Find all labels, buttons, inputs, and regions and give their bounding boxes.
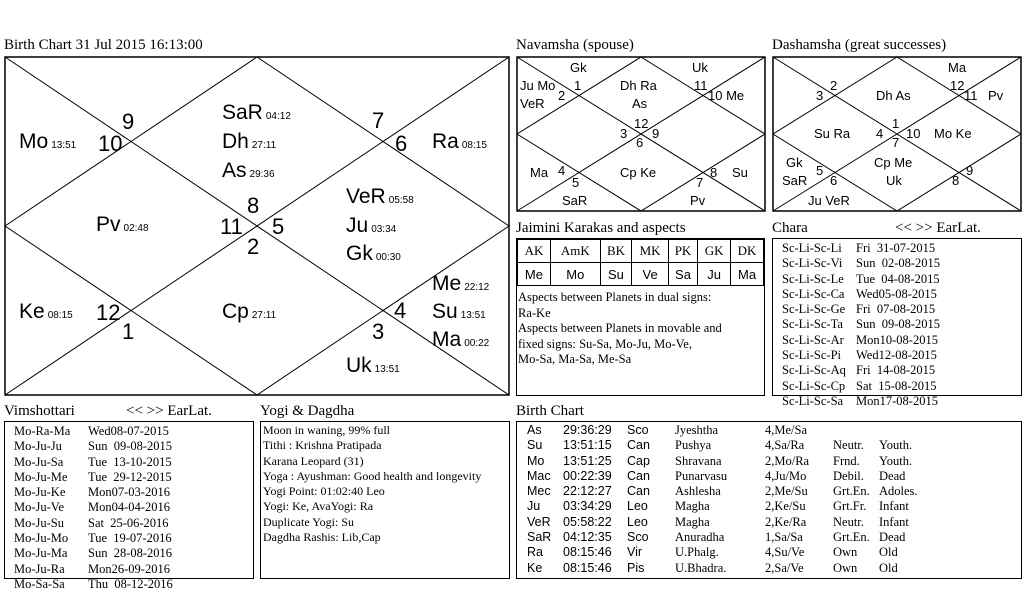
svg-text:8: 8 bbox=[710, 165, 718, 180]
list-item bbox=[782, 302, 1021, 317]
house-number: 2 bbox=[247, 234, 260, 259]
period-date: Mon10-08-2015 bbox=[856, 332, 938, 347]
table-cell: Neutr. bbox=[833, 438, 864, 453]
period-label: Sc-Li-Sc-Cp bbox=[782, 378, 846, 393]
karaka-header: PK bbox=[668, 240, 697, 263]
period-date: Sun 02-08-2015 bbox=[856, 256, 941, 271]
jaimini-panel bbox=[516, 238, 765, 396]
table-cell bbox=[833, 423, 879, 438]
svg-text:SaR: SaR bbox=[562, 193, 588, 208]
period-label: Sc-Li-Sc-Sa bbox=[782, 393, 844, 408]
svg-text:Cp Me: Cp Me bbox=[874, 155, 913, 170]
yogi-line: Tithi : Krishna Pratipada bbox=[263, 438, 382, 453]
table-cell: Ra bbox=[527, 545, 543, 560]
table-cell: 22:12:27 bbox=[563, 484, 612, 499]
list-item bbox=[782, 394, 1021, 409]
svg-text:VeR: VeR bbox=[520, 96, 545, 111]
karaka-value: Ma bbox=[731, 263, 764, 286]
table-cell: Frnd. bbox=[833, 453, 860, 468]
svg-text:Gk: Gk bbox=[786, 155, 803, 170]
table-cell: Ashlesha bbox=[675, 484, 721, 499]
period-label: Mo-Ju-Ra bbox=[14, 561, 65, 576]
karaka-header: DK bbox=[731, 240, 764, 263]
svg-text:7: 7 bbox=[892, 135, 900, 150]
table-row bbox=[527, 423, 925, 438]
svg-text:Su: Su bbox=[732, 165, 748, 180]
svg-text:Dh As: Dh As bbox=[876, 88, 911, 103]
table-cell: Can bbox=[627, 484, 650, 499]
svg-text:Ma: Ma bbox=[948, 60, 967, 75]
karaka-header: BK bbox=[600, 240, 632, 263]
table-cell: Pis bbox=[627, 560, 645, 575]
list-item bbox=[782, 363, 1021, 378]
svg-text:VeR05:58: VeR 05:58 bbox=[346, 185, 414, 208]
house-number: 6 bbox=[395, 131, 408, 156]
yogi-line: Moon in waning, 99% full bbox=[263, 423, 390, 437]
yogi-line: Duplicate Yogi: Su bbox=[263, 514, 355, 529]
list-item bbox=[14, 562, 253, 577]
table-cell: Grt.En. bbox=[833, 530, 870, 545]
navamsha-title: Navamsha (spouse) bbox=[516, 37, 634, 53]
list-item bbox=[14, 470, 253, 485]
list-item bbox=[14, 516, 253, 531]
svg-text:Ra08:15: Ra 08:15 bbox=[432, 130, 487, 153]
period-label: Mo-Ju-Sa bbox=[14, 454, 64, 469]
navamsha-label bbox=[520, 60, 748, 208]
svg-text:As: As bbox=[632, 96, 648, 111]
period-date: Mon07-03-2016 bbox=[88, 485, 170, 500]
birth-chart-title: Birth Chart 31 Jul 2015 16:13:00 bbox=[4, 37, 203, 53]
table-cell: Vir bbox=[627, 545, 643, 560]
karaka-value: Me bbox=[518, 263, 551, 286]
period-label: Sc-Li-Sc-Ca bbox=[782, 286, 845, 301]
table-cell: Dead bbox=[879, 530, 906, 545]
table-cell: 1,Sa/Sa bbox=[765, 530, 803, 545]
table-cell: SaR bbox=[527, 530, 552, 545]
house-number: 7 bbox=[372, 108, 385, 133]
yogi-panel bbox=[260, 421, 510, 579]
period-date: Sun 28-08-2016 bbox=[88, 546, 173, 561]
table-cell: Magha bbox=[675, 499, 710, 514]
period-label: Sc-Li-Sc-Aq bbox=[782, 363, 846, 378]
svg-text:Ju03:34: Ju 03:34 bbox=[346, 214, 397, 237]
table-cell: 08:15:46 bbox=[563, 545, 612, 560]
yogi-line: Karana Leopard (31) bbox=[263, 453, 364, 468]
period-label: Mo-Ju-Ke bbox=[14, 485, 66, 500]
period-label: Sc-Li-Sc-Ta bbox=[782, 317, 843, 332]
table-cell: U.Bhadra. bbox=[675, 560, 727, 575]
table-cell: Ke bbox=[527, 560, 543, 575]
list-item bbox=[782, 272, 1021, 287]
house-number: 9 bbox=[122, 109, 135, 134]
table-cell: Own bbox=[833, 560, 858, 575]
table-cell: Old bbox=[879, 545, 898, 560]
table-cell: 2,Ke/Su bbox=[765, 499, 806, 514]
table-cell: Adoles. bbox=[879, 484, 918, 499]
period-label: Mo-Sa-Sa bbox=[14, 576, 65, 591]
table-cell: 29:36:29 bbox=[563, 423, 612, 437]
yogi-line: Yoga : Ayushman: Good health and longevity bbox=[263, 468, 482, 483]
karaka-table bbox=[517, 239, 764, 286]
period-date: Sat 25-06-2016 bbox=[88, 515, 169, 530]
list-item bbox=[14, 485, 253, 500]
period-label: Mo-Ju-Mo bbox=[14, 531, 69, 546]
svg-text:2: 2 bbox=[830, 78, 838, 93]
table-cell: Neutr. bbox=[833, 514, 864, 529]
svg-text:12: 12 bbox=[634, 116, 649, 131]
house-number: 4 bbox=[394, 298, 407, 323]
table-cell: Youth. bbox=[879, 453, 913, 468]
list-item bbox=[782, 256, 1021, 271]
period-date: Sun 09-08-2015 bbox=[88, 439, 173, 454]
table-row bbox=[527, 499, 925, 514]
table-cell: Youth. bbox=[879, 438, 913, 453]
svg-text:Ke08:15: Ke 08:15 bbox=[19, 300, 73, 323]
karaka-header: AK bbox=[518, 240, 551, 263]
table-cell: 13:51:15 bbox=[563, 438, 612, 453]
svg-text:4: 4 bbox=[876, 126, 884, 141]
yogi-line: Yogi: Ke, AvaYogi: Ra bbox=[263, 499, 374, 514]
table-row bbox=[527, 545, 925, 560]
table-cell: Grt.Fr. bbox=[833, 499, 867, 514]
svg-text:9: 9 bbox=[652, 126, 660, 141]
table-cell: Dead bbox=[879, 468, 906, 483]
period-date: Wed05-08-2015 bbox=[856, 286, 937, 301]
karaka-header: AmK bbox=[550, 240, 600, 263]
svg-text:Mo13:51: Mo 13:51 bbox=[19, 130, 77, 153]
svg-text:6: 6 bbox=[830, 173, 838, 188]
table-cell: VeR bbox=[527, 514, 551, 529]
vimshottari-title: Vimshottari bbox=[4, 403, 75, 419]
table-cell: As bbox=[527, 423, 542, 437]
table-cell: Ju bbox=[527, 499, 541, 514]
svg-text:Gk: Gk bbox=[570, 60, 587, 75]
list-item bbox=[782, 287, 1021, 302]
svg-text:7: 7 bbox=[696, 175, 704, 190]
table-cell: Pushya bbox=[675, 438, 712, 453]
period-label: Sc-Li-Sc-Pi bbox=[782, 348, 842, 363]
table-cell: 2,Mo/Ra bbox=[765, 453, 810, 468]
svg-text:Gk00:30: Gk 00:30 bbox=[346, 242, 401, 265]
table-cell: 4,Me/Sa bbox=[765, 423, 808, 437]
table-cell: 2,Me/Su bbox=[765, 484, 808, 499]
table-cell: U.Phalg. bbox=[675, 545, 719, 560]
list-item bbox=[782, 348, 1021, 363]
aspects-movable: Mo-Sa, Ma-Sa, Me-Sa bbox=[518, 352, 632, 366]
chara-title: Chara bbox=[772, 220, 808, 236]
karaka-value: Ve bbox=[632, 263, 669, 286]
svg-text:Mo Ke: Mo Ke bbox=[934, 126, 972, 141]
table-cell: Own bbox=[833, 545, 858, 560]
svg-text:3: 3 bbox=[620, 126, 628, 141]
table-cell: Old bbox=[879, 560, 898, 575]
svg-text:Ju VeR: Ju VeR bbox=[808, 193, 850, 208]
table-cell: Shravana bbox=[675, 453, 722, 468]
svg-text:9: 9 bbox=[966, 163, 974, 178]
period-label: Sc-Li-Sc-Li bbox=[782, 241, 842, 255]
table-cell: Sco bbox=[627, 530, 649, 545]
svg-text:5: 5 bbox=[816, 163, 824, 178]
svg-text:Uk: Uk bbox=[692, 60, 708, 75]
table-row bbox=[527, 515, 925, 530]
karaka-value: Sa bbox=[668, 263, 697, 286]
period-date: Tue 13-10-2015 bbox=[88, 454, 172, 469]
svg-text:10 Me: 10 Me bbox=[708, 88, 745, 103]
svg-text:Uk13:51: Uk 13:51 bbox=[346, 354, 400, 377]
period-date: Fri 31-07-2015 bbox=[856, 241, 936, 255]
svg-text:Cp27:11: Cp 27:11 bbox=[222, 300, 277, 323]
table-cell: Mec bbox=[527, 484, 551, 499]
svg-text:10: 10 bbox=[906, 126, 921, 141]
list-item bbox=[782, 379, 1021, 394]
chara-list bbox=[772, 238, 1022, 408]
aspects-movable-label: Aspects between Planets in movable and bbox=[518, 321, 722, 335]
table-cell: Sco bbox=[627, 423, 649, 437]
yogi-title: Yogi & Dagdha bbox=[260, 403, 355, 419]
period-label: Mo-Ra-Ma bbox=[14, 424, 71, 438]
period-date: Tue 04-08-2015 bbox=[856, 271, 940, 286]
table-cell: Can bbox=[627, 468, 650, 483]
svg-text:As29:36: As 29:36 bbox=[222, 159, 275, 182]
table-cell: 2,Ke/Ra bbox=[765, 514, 807, 529]
svg-text:Pv02:48: Pv 02:48 bbox=[96, 213, 149, 236]
list-item bbox=[14, 439, 253, 454]
yogi-line: Yogi Point: 01:02:40 Leo bbox=[263, 484, 385, 499]
svg-text:Dh Ra: Dh Ra bbox=[620, 78, 657, 93]
karaka-value: Su bbox=[600, 263, 632, 286]
table-row bbox=[527, 438, 925, 453]
karaka-value: Mo bbox=[550, 263, 600, 286]
table-cell: 13:51:25 bbox=[563, 453, 612, 468]
table-cell: Leo bbox=[627, 499, 648, 514]
svg-text:1: 1 bbox=[892, 116, 900, 131]
house-number: 11 bbox=[220, 214, 243, 239]
period-date: Mon04-04-2016 bbox=[88, 500, 170, 515]
svg-text:Ma00:22: Ma 00:22 bbox=[432, 328, 490, 351]
birth-chart-diagram bbox=[4, 56, 510, 396]
table-cell: Can bbox=[627, 438, 650, 453]
table-cell: Cap bbox=[627, 453, 650, 468]
table-cell: 2,Sa/Ve bbox=[765, 560, 804, 575]
period-label: Sc-Li-Sc-Ar bbox=[782, 332, 844, 347]
house-number: 12 bbox=[96, 300, 121, 325]
period-date: Fri 07-08-2015 bbox=[856, 302, 936, 317]
table-cell: Mo bbox=[527, 453, 545, 468]
vimshottari-nav[interactable]: << >> EarLat. bbox=[126, 403, 212, 419]
house-number: 10 bbox=[98, 131, 123, 156]
birth-table-title: Birth Chart bbox=[516, 403, 584, 419]
table-cell: 08:15:46 bbox=[563, 560, 612, 575]
dashamsha-title: Dashamsha (great successes) bbox=[772, 37, 947, 53]
period-label: Sc-Li-Sc-Le bbox=[782, 271, 844, 286]
svg-text:Pv: Pv bbox=[690, 193, 706, 208]
period-label: Sc-Li-Sc-Ge bbox=[782, 302, 846, 317]
list-item bbox=[782, 317, 1021, 332]
table-cell: Debil. bbox=[833, 468, 864, 483]
dashamsha-diagram bbox=[772, 56, 1022, 212]
birth-table-panel bbox=[516, 421, 1022, 579]
period-date: Wed12-08-2015 bbox=[856, 348, 937, 363]
svg-text:6: 6 bbox=[636, 135, 644, 150]
period-date: Tue 29-12-2015 bbox=[88, 469, 172, 484]
house-number: 8 bbox=[247, 193, 260, 218]
svg-text:8: 8 bbox=[952, 173, 960, 188]
period-label: Mo-Ju-Me bbox=[14, 469, 68, 484]
period-date: Mon17-08-2015 bbox=[856, 393, 938, 408]
table-row bbox=[527, 484, 925, 499]
table-cell: 4,Su/Ve bbox=[765, 545, 805, 560]
svg-text:SaR: SaR bbox=[782, 173, 808, 188]
table-cell: Infant bbox=[879, 499, 909, 514]
table-cell: Infant bbox=[879, 514, 909, 529]
list-item bbox=[14, 577, 253, 592]
table-row bbox=[527, 530, 925, 545]
aspects-text bbox=[517, 286, 764, 368]
house-number: 1 bbox=[122, 319, 135, 344]
period-label: Mo-Ju-Ju bbox=[14, 439, 62, 454]
table-cell: 03:34:29 bbox=[563, 499, 612, 514]
birth-table bbox=[527, 423, 925, 576]
svg-text:Su Ra: Su Ra bbox=[814, 126, 851, 141]
svg-text:Uk: Uk bbox=[886, 173, 902, 188]
svg-text:2: 2 bbox=[558, 88, 566, 103]
svg-text:Ma: Ma bbox=[530, 165, 549, 180]
table-cell: 4,Sa/Ra bbox=[765, 438, 805, 453]
svg-text:3: 3 bbox=[816, 88, 824, 103]
chara-nav[interactable]: << >> EarLat. bbox=[895, 220, 981, 236]
list-item bbox=[14, 531, 253, 546]
dashamsha-label bbox=[782, 60, 1004, 208]
table-cell: Grt.En. bbox=[833, 484, 870, 499]
table-cell: Su bbox=[527, 438, 543, 453]
list-item bbox=[14, 455, 253, 470]
svg-text:Me22:12: Me 22:12 bbox=[432, 272, 490, 295]
svg-text:SaR04:12: SaR 04:12 bbox=[222, 101, 291, 124]
karaka-value: Ju bbox=[698, 263, 731, 286]
list-item bbox=[782, 241, 1021, 256]
karaka-header: GK bbox=[698, 240, 731, 263]
svg-text:Su13:51: Su 13:51 bbox=[432, 300, 486, 323]
svg-text:1: 1 bbox=[574, 78, 582, 93]
period-date: Sat 15-08-2015 bbox=[856, 378, 937, 393]
period-date: Fri 14-08-2015 bbox=[856, 363, 936, 378]
jaimini-title: Jaimini Karakas and aspects bbox=[516, 220, 686, 236]
svg-text:11: 11 bbox=[694, 78, 708, 93]
svg-text:5: 5 bbox=[572, 175, 580, 190]
svg-text:4: 4 bbox=[558, 163, 566, 178]
table-cell bbox=[879, 423, 925, 438]
svg-text:Cp Ke: Cp Ke bbox=[620, 165, 657, 180]
period-label: Mo-Ju-Ma bbox=[14, 546, 68, 561]
table-cell: Mac bbox=[527, 468, 551, 483]
period-label: Sc-Li-Sc-Vi bbox=[782, 256, 843, 271]
period-date: Sun 09-08-2015 bbox=[856, 317, 941, 332]
table-cell: 04:12:35 bbox=[563, 530, 612, 545]
table-row bbox=[527, 454, 925, 469]
period-date: Thu 08-12-2016 bbox=[88, 576, 173, 591]
aspects-movable-label2: fixed signs: Su-Sa, Mo-Ju, Mo-Ve, bbox=[518, 336, 692, 351]
table-cell: Leo bbox=[627, 514, 648, 529]
table-cell: Anuradha bbox=[675, 530, 725, 545]
table-cell: Jyeshtha bbox=[675, 423, 719, 437]
svg-text:Ju Mo: Ju Mo bbox=[520, 78, 556, 93]
house-number: 3 bbox=[372, 319, 385, 344]
yogi-line: Dagdha Rashis: Lib,Cap bbox=[263, 530, 381, 545]
svg-text:Dh27:11: Dh 27:11 bbox=[222, 130, 277, 153]
period-date: Wed08-07-2015 bbox=[88, 424, 169, 438]
aspects-dual: Ra-Ke bbox=[518, 305, 551, 320]
list-item bbox=[782, 333, 1021, 348]
list-item bbox=[14, 546, 253, 561]
period-date: Mon26-09-2016 bbox=[88, 561, 170, 576]
list-item bbox=[14, 424, 253, 439]
table-row bbox=[527, 561, 925, 576]
period-label: Mo-Ju-Ve bbox=[14, 500, 64, 515]
navamsha-diagram bbox=[516, 56, 766, 212]
table-cell: 4,Ju/Mo bbox=[765, 468, 807, 483]
table-cell: 05:58:22 bbox=[563, 514, 612, 529]
table-cell: Magha bbox=[675, 514, 710, 529]
svg-text:Pv: Pv bbox=[988, 88, 1004, 103]
table-row bbox=[527, 469, 925, 484]
svg-text:11: 11 bbox=[964, 88, 978, 103]
vimshottari-list bbox=[4, 421, 254, 591]
table-cell: Punarvasu bbox=[675, 468, 728, 483]
house-number: 5 bbox=[272, 214, 285, 239]
period-label: Mo-Ju-Su bbox=[14, 515, 65, 530]
list-item bbox=[14, 500, 253, 515]
aspects-dual-label: Aspects between Planets in dual signs: bbox=[518, 290, 712, 304]
period-date: Tue 19-07-2016 bbox=[88, 531, 172, 546]
svg-text:12: 12 bbox=[950, 78, 965, 93]
table-cell: 00:22:39 bbox=[563, 468, 612, 483]
karaka-header: MK bbox=[632, 240, 669, 263]
